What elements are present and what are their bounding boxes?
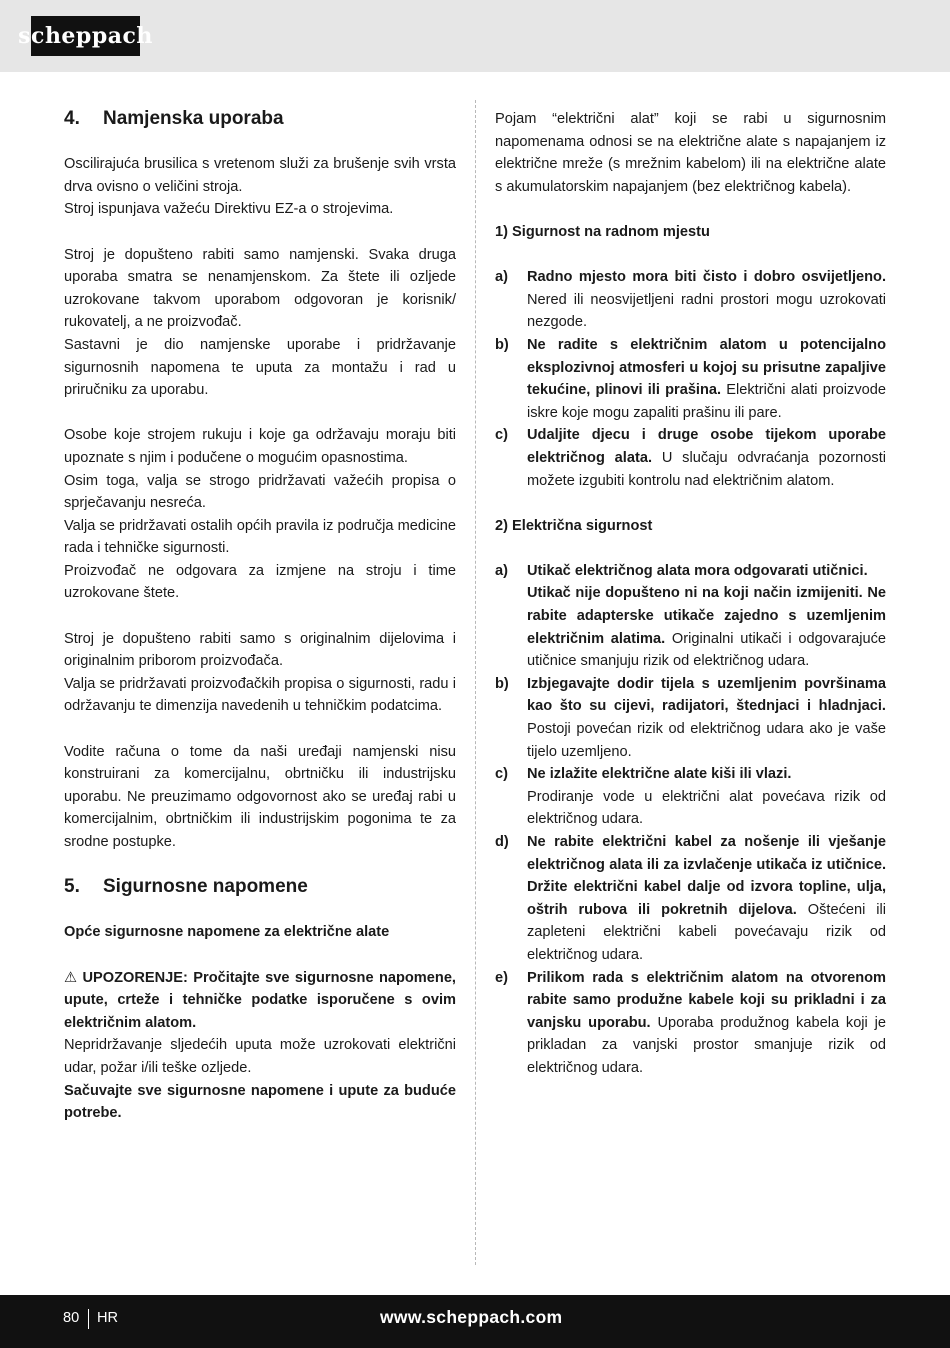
column-divider — [475, 100, 476, 1265]
list-item-text: Uporaba produžnog kabela koji je prikladan za vanjski prostor smanjuje rizik od električnog udara. — [527, 1014, 886, 1076]
list-item — [495, 673, 886, 763]
list-marker: e) — [495, 969, 508, 986]
section-number: 4. — [64, 108, 80, 129]
paragraph: Nepridržavanje sljedećih uputa može uzrokovati električni udar, požar i/ili teške ozljede. — [64, 1037, 456, 1076]
list-item — [495, 763, 886, 831]
section-5-heading — [64, 876, 456, 899]
paragraph: Valja se pridržavati ostalih općih pravila iz područja medicine rada i tehničke sigurnosti. — [64, 517, 456, 557]
paragraph: Osobe koje strojem rukuju i koje ga održavaju moraju biti upoznate s njim i podučene o mogućim opasnostima. — [64, 427, 456, 466]
list-item-text: U slučaju odvraćanja pozornosti možete izgubiti kontrolu nad električnim alatom. — [527, 449, 886, 489]
section-number: 5. — [64, 876, 80, 898]
list-item-bold: Ne izlažite električne alate kiši ili vlazi. — [527, 766, 792, 783]
section-4-heading — [64, 108, 456, 131]
list-item — [495, 266, 886, 334]
list-item-text: Originalni utikači i odgovarajuće utičnice smanjuju rizik od električnog udara. — [527, 630, 886, 670]
right-column — [495, 108, 886, 1080]
list-item-text: Prodiranje vode u električni alat povećava rizik od električnog udara. — [527, 788, 886, 828]
website-link[interactable]: www.scheppach.com — [380, 1307, 563, 1327]
list-item-bold: Radno mjesto mora biti čisto i dobro osvijetljeno. — [527, 269, 886, 286]
subheading: 1) Sigurnost na radnom mjestu — [495, 223, 710, 240]
language-code: HR — [97, 1310, 119, 1326]
list-marker: d) — [495, 834, 509, 850]
list-marker: a) — [495, 562, 508, 579]
list-item — [495, 967, 886, 1080]
list-item — [495, 560, 886, 673]
warning-text: UPOZORENJE: Pročitajte sve sigurnosne napomene, upute, crteže i tehničke podatke isporučene s ovim električnim alatom. — [64, 969, 456, 1031]
list-marker: c) — [495, 427, 508, 444]
list-item-bold: Utikač električnog alata mora odgovarati utičnici. — [527, 562, 868, 579]
list-item-text: Oštećeni ili zapleteni električni kabeli povećavaju rizik od električnog udara. — [527, 901, 886, 963]
list-item — [495, 424, 886, 492]
list-item-text: Postoji povećan rizik od električnog udara ako je vaše tijelo uzemljeno. — [527, 721, 886, 760]
paragraph: Stroj je dopušteno rabiti samo namjenski. Svaka druga uporaba smatra se nenamjenskom. Za štete ili ozljede uzrokovane takvom uporabom odgovoran je korisnik/ rukovatelj, a ne proizvođač. — [64, 246, 456, 331]
subheading: 2) Električna sigurnost — [495, 517, 653, 534]
list-item-bold: Ne rabite električni kabel za nošenje ili vješanje električnog alata ili za izvlačenje utikača iz utičnice. Držite električni kabel dalje od izvora topline, ulja, oštrih rubova ili pokretnih dijelova. — [527, 834, 886, 918]
keep-instructions: Sačuvajte sve sigurnosne napomene i upute za buduće potrebe. — [64, 1082, 456, 1122]
list-marker: b) — [495, 675, 509, 692]
list-item-bold: Prilikom rada s električnim alatom na otvorenom rabite samo produžne kabele koji su prikladni i za vanjsku uporabu. — [527, 969, 886, 1031]
paragraph: Stroj ispunjava važeću Direktivu EZ-a o strojevima. — [64, 201, 394, 218]
paragraph: Sastavni je dio namjenske uporabe i pridržavanje sigurnosnih napomena te uputa za montažu i rad u priručniku za uporabu. — [64, 336, 456, 399]
list-marker: c) — [495, 766, 508, 783]
left-column — [64, 108, 456, 1125]
paragraph: Stroj je dopušteno rabiti samo s originalnim dijelovima i originalnim priborom proizvođača. — [64, 630, 456, 670]
brand-logo: scheppach — [31, 16, 140, 56]
safety-list-workplace — [495, 266, 886, 492]
section-title: Namjenska uporaba — [103, 108, 284, 129]
paragraph: Osim toga, valja se strogo pridržavati važećih propisa o sprječavanju nesreća. — [64, 472, 456, 512]
list-item-bold: Udaljite djecu i druge osobe tijekom uporabe električnog alata. — [527, 427, 886, 466]
subheading: Opće sigurnosne napomene za električne alate — [64, 924, 390, 941]
safety-list-electrical — [495, 560, 886, 1080]
paragraph: Valja se pridržavati proizvođačkih propisa o sigurnosti, radu i održavanju te dimenzija navedenih u tehničkim podatcima. — [64, 675, 456, 715]
list-item-bold: Utikač nije dopušteno ni na koji način izmijeniti. Ne rabite adapterske utikače zajedno s uzemljenim električnim alatima. — [527, 585, 886, 647]
footer-bar — [0, 1295, 950, 1348]
warning-icon: ⚠ — [64, 969, 78, 986]
list-item-text: Električni alati proizvode iskre koje mogu zapaliti prašinu ili pare. — [527, 382, 886, 421]
section-title: Sigurnosne napomene — [103, 876, 308, 898]
footer-separator — [88, 1309, 89, 1329]
paragraph: Oscilirajuća brusilica s vretenom služi za brušenje svih vrsta drva ovisno o veličini stroja. — [64, 156, 456, 195]
list-item — [495, 831, 886, 967]
paragraph: Pojam “električni alat” koji se rabi u sigurnosnim napomenama odnosi se na električne alate s napajanjem iz električne mreže (s mrežnim kabelom) ili na električne alate s akumulatorskim napajanjem (bez električnog kabela). — [495, 111, 886, 195]
list-item-bold: Izbjegavajte dodir tijela s uzemljenim površinama kao što su cijevi, radijatori, štednjaci i hladnjaci. — [527, 675, 886, 715]
page-number: 80 — [63, 1310, 80, 1326]
list-marker: a) — [495, 269, 508, 286]
paragraph: Proizvođač ne odgovara za izmjene na stroju i time uzrokovane štete. — [64, 562, 456, 602]
list-item — [495, 334, 886, 424]
list-item-text: Nered ili neosvijetljeni radni prostori mogu uzrokovati nezgode. — [527, 291, 886, 331]
warning-paragraph — [64, 967, 456, 1035]
list-item-bold: Ne radite s električnim alatom u potencijalno eksplozivnoj atmosferi u kojoj su prisutne zapaljive tekućine, plinovi ili prašina. — [527, 336, 886, 399]
list-marker: b) — [495, 336, 509, 353]
paragraph: Vodite računa o tome da naši uređaji namjenski nisu konstruirani za komercijalnu, obrtničku ili industrijsku uporabu. Ne preuzimamo odgovornost ako se uređaj rabi u komercijalnim, obrtničkim ili industrijskim pogonima te za srodne postupke. — [64, 743, 456, 850]
